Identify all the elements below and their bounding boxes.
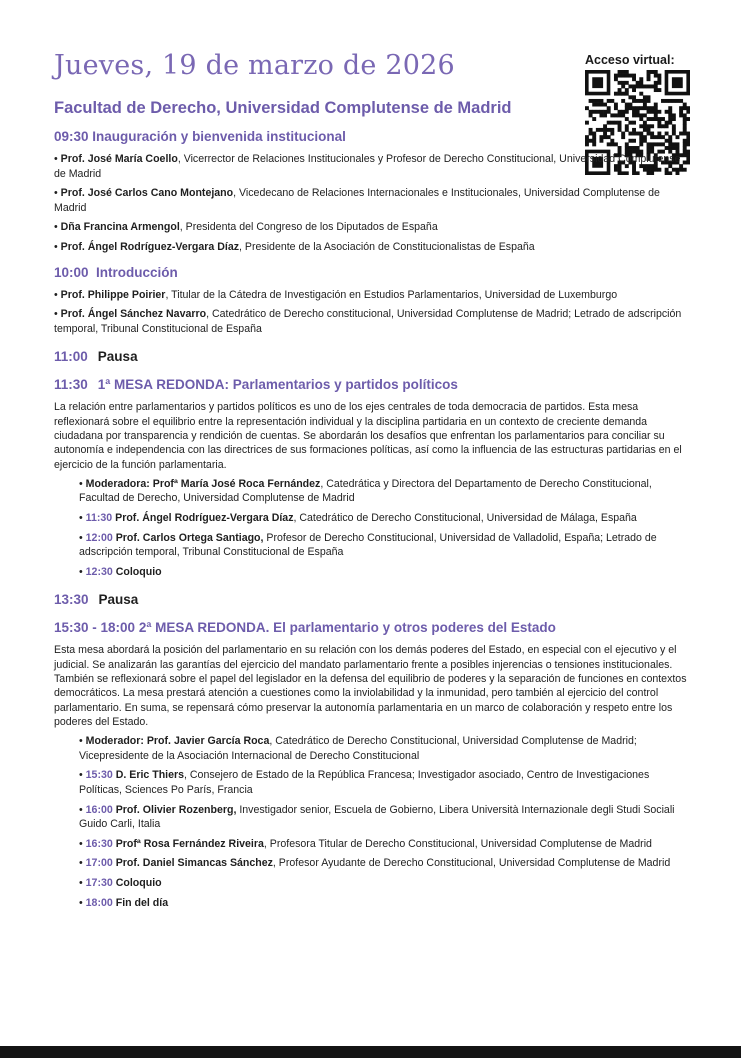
- section-time: 10:00: [54, 264, 89, 280]
- speaker-name: Prof. Philippe Poirier: [60, 288, 166, 301]
- speaker-role: , Presidente de la Asociación de Constitucionalistas de España: [239, 240, 535, 253]
- list-item: • Prof. Ángel Sánchez Navarro, Catedrático de Derecho constitucional, Universidad Complutense de Madrid; Letrado de adscripción temporal, Tribunal Constitucional de España: [54, 308, 682, 335]
- item-time: 18:00: [85, 896, 113, 909]
- program-content: [54, 128, 694, 915]
- section-heading-mesa-1: [54, 376, 694, 394]
- item-time: 17:00: [85, 857, 113, 870]
- speaker-name: D. Eric Thiers: [115, 769, 185, 782]
- section-heading-introduccion: [54, 264, 694, 282]
- section-heading-mesa-2: [54, 619, 694, 637]
- speaker-role: , Catedrática y Directora del Departamento de Derecho Constitucional, Facultad de Derecho, Universidad Complutense de Madrid: [79, 477, 652, 505]
- section-time: 09:30: [54, 129, 89, 144]
- list-item: • Moderadora: Profª María José Roca Fernández, Catedrática y Directora del Departamento de Derecho Constitucional, Facultad de Derecho, Universidad Complutense de Madrid: [79, 477, 652, 505]
- qr-label: Acceso virtual:: [585, 53, 675, 67]
- speaker-name: Dña Francina Armengol: [60, 221, 180, 234]
- list-item: • 12:30 Coloquio: [79, 565, 162, 578]
- speaker-role: Profesor de Derecho Constitucional, Universidad de Valladolid, España; Letrado de adscripción temporal, Tribunal Constitucional de España: [79, 531, 657, 559]
- speaker-name: Prof. Ángel Sánchez Navarro: [60, 308, 207, 321]
- speaker-role: Investigador senior, Escuela de Gobierno, Libera Università Internazionale degli Studi Sociali Guido Carli, Italia: [79, 803, 675, 831]
- speaker-role: , Profesora Titular de Derecho Constitucional, Universidad Complutense de Madrid: [263, 837, 652, 850]
- speaker-name: Coloquio: [115, 565, 162, 578]
- list-item: • 16:00 Prof. Olivier Rozenberg, Investigador senior, Escuela de Gobierno, Libera Università Internazionale degli Studi Sociali Guido Carli, Italia: [79, 803, 675, 831]
- section-title: 2ª MESA REDONDA. El parlamentario y otros poderes del Estado: [138, 620, 556, 636]
- item-time: 12:00: [85, 531, 113, 544]
- speaker-role: , Presidenta del Congreso de los Diputados de España: [179, 221, 438, 234]
- section-time: 15:30 - 18:00: [54, 620, 136, 636]
- section-title: 1ª MESA REDONDA: Parlamentarios y partidos políticos: [97, 377, 458, 393]
- speaker-role: , Consejero de Estado de la República Francesa; Investigador asociado, Centro de Investigaciones Políticas, Sciences Po París, Francia: [79, 769, 650, 796]
- item-time: 16:00: [85, 803, 113, 816]
- section-time: 11:00: [54, 349, 88, 365]
- list-item: • 17:30 Coloquio: [79, 876, 162, 889]
- list-item: • Prof. José Carlos Cano Montejano, Vicedecano de Relaciones Internacionales e Institucionales, Universidad Complutense de Madrid: [54, 187, 660, 214]
- section-title: Pausa: [98, 592, 139, 608]
- speaker-name: Moderadora: Profª María José Roca Fernández: [85, 477, 321, 490]
- item-time: 15:30: [85, 769, 113, 782]
- list-item: • 11:30 Prof. Ángel Rodríguez-Vergara Díaz, Catedrático de Derecho Constitucional, Universidad de Málaga, España: [79, 512, 637, 525]
- bottom-border: [0, 1046, 741, 1058]
- speaker-name: Prof. Ángel Rodríguez-Vergara Díaz: [115, 512, 294, 525]
- page-title: Jueves, 19 de marzo de 2026: [54, 50, 455, 81]
- list-item: • 12:00 Prof. Carlos Ortega Santiago, Profesor de Derecho Constitucional, Universidad de Valladolid, España; Letrado de adscripción temporal, Tribunal Constitucional de España: [79, 531, 657, 559]
- list-item: • 18:00 Fin del día: [79, 896, 169, 909]
- speaker-name: Prof. Olivier Rozenberg,: [115, 803, 237, 816]
- speaker-name: Profª Rosa Fernández Riveira: [115, 837, 264, 850]
- section-title: Introducción: [96, 264, 178, 280]
- speaker-role: , Catedrático de Derecho Constitucional, Universidad Complutense de Madrid; Vicepresidente de la Asociación Internacional de Derecho Constitucional: [79, 735, 637, 762]
- speaker-role: , Profesor Ayudante de Derecho Constitucional, Universidad Complutense de Madrid: [272, 857, 671, 870]
- section-description: La relación entre parlamentarios y partidos políticos es uno de los ejes centrales de toda democracia de partidos. Esta mesa reflexionará sobre el equilibrio entre la representación individual y la disciplina partidaria en un contexto de creciente demanda ciudadana por transparencia y rendición de cuentas. Se abordarán los desafíos que enfrentan los parlamentarios para conciliar su autonomía e independencia con las directrices de sus formaciones políticas, así como la influencia de las estructuras partidarias en el ejercicio de la función parlamentaria.: [54, 401, 682, 471]
- item-time: 11:30: [85, 512, 113, 525]
- speaker-name: Coloquio: [115, 876, 162, 889]
- section-time: 11:30: [54, 377, 88, 393]
- list-item: • Prof. José María Coello, Vicerrector de Relaciones Institucionales y Profesor de Derecho Constitucional, Universidad Complutense de Madrid: [54, 153, 681, 180]
- venue-heading: Facultad de Derecho, Universidad Complutense de Madrid: [54, 99, 512, 117]
- section-title: Inauguración y bienvenida institucional: [92, 129, 346, 144]
- speaker-role: , Titular de la Cátedra de Investigación en Estudios Parlamentarios, Universidad de Luxemburgo: [165, 288, 618, 301]
- list-item: • 17:00 Prof. Daniel Simancas Sánchez, Profesor Ayudante de Derecho Constitucional, Universidad Complutense de Madrid: [79, 857, 671, 870]
- speaker-name: Prof. José Carlos Cano Montejano: [60, 187, 234, 200]
- speaker-name: Prof. Ángel Rodríguez-Vergara Díaz: [60, 240, 240, 253]
- section-time: 13:30: [54, 592, 89, 608]
- section-description: Esta mesa abordará la posición del parlamentario en su relación con los demás poderes del Estado, en especial con el ejecutivo y el judicial. Se analizarán las garantías del ejercicio del mandato parlamentario frente a posibles injerencias o tensiones institucionales. También se reflexionará sobre el papel del legislador en la defensa del equilibrio de poderes y la separación de funciones en contextos democráticos. La mesa prestará atención a cuestiones como la inviolabilidad y la inmunidad, pero también al ejercicio del control parlamentario. En suma, se repensará cómo preservar la autonomía parlamentaria en un marco de colaboración y respeto entre los poderes del Estado.: [54, 644, 687, 728]
- speaker-role: , Vicerrector de Relaciones Institucionales y Profesor de Derecho Constitucional, Universidad Complutense de Madrid: [54, 153, 681, 180]
- item-time: 17:30: [85, 876, 113, 889]
- list-item: • 16:30 Profª Rosa Fernández Riveira, Profesora Titular de Derecho Constitucional, Universidad Complutense de Madrid: [79, 837, 652, 850]
- section-heading-pausa: [54, 591, 694, 609]
- speaker-role: , Catedrático de Derecho Constitucional, Universidad de Málaga, España: [293, 512, 637, 525]
- item-time: 16:30: [85, 837, 113, 850]
- speaker-name: Prof. Carlos Ortega Santiago,: [115, 531, 264, 544]
- list-item: • Moderador: Prof. Javier García Roca, Catedrático de Derecho Constitucional, Universidad Complutense de Madrid; Vicepresidente de la Asociación Internacional de Derecho Constitucional: [79, 735, 637, 762]
- speaker-role: , Catedrático de Derecho constitucional, Universidad Complutense de Madrid; Letrado de adscripción temporal, Tribunal Constitucional de España: [54, 308, 682, 335]
- speaker-name: Prof. Daniel Simancas Sánchez: [115, 857, 273, 870]
- list-item: • 15:30 D. Eric Thiers, Consejero de Estado de la República Francesa; Investigador asociado, Centro de Investigaciones Políticas, Sciences Po París, Francia: [79, 769, 650, 796]
- speaker-name: Moderador: Prof. Javier García Roca: [85, 735, 270, 748]
- speaker-role: , Vicedecano de Relaciones Internacionales e Institucionales, Universidad Complutense de Madrid: [54, 187, 660, 214]
- speaker-name: Fin del día: [115, 896, 169, 909]
- section-heading-inauguracion: [54, 128, 694, 146]
- section-title: Pausa: [97, 349, 138, 365]
- section-heading-pausa: [54, 348, 694, 366]
- list-item: • Prof. Ángel Rodríguez-Vergara Díaz, Presidente de la Asociación de Constitucionalistas de España: [54, 240, 535, 253]
- item-time: 12:30: [85, 565, 113, 578]
- list-item: • Dña Francina Armengol, Presidenta del Congreso de los Diputados de España: [54, 221, 438, 234]
- speaker-name: Prof. José María Coello: [60, 153, 178, 165]
- list-item: • Prof. Philippe Poirier, Titular de la Cátedra de Investigación en Estudios Parlamentarios, Universidad de Luxemburgo: [54, 288, 618, 301]
